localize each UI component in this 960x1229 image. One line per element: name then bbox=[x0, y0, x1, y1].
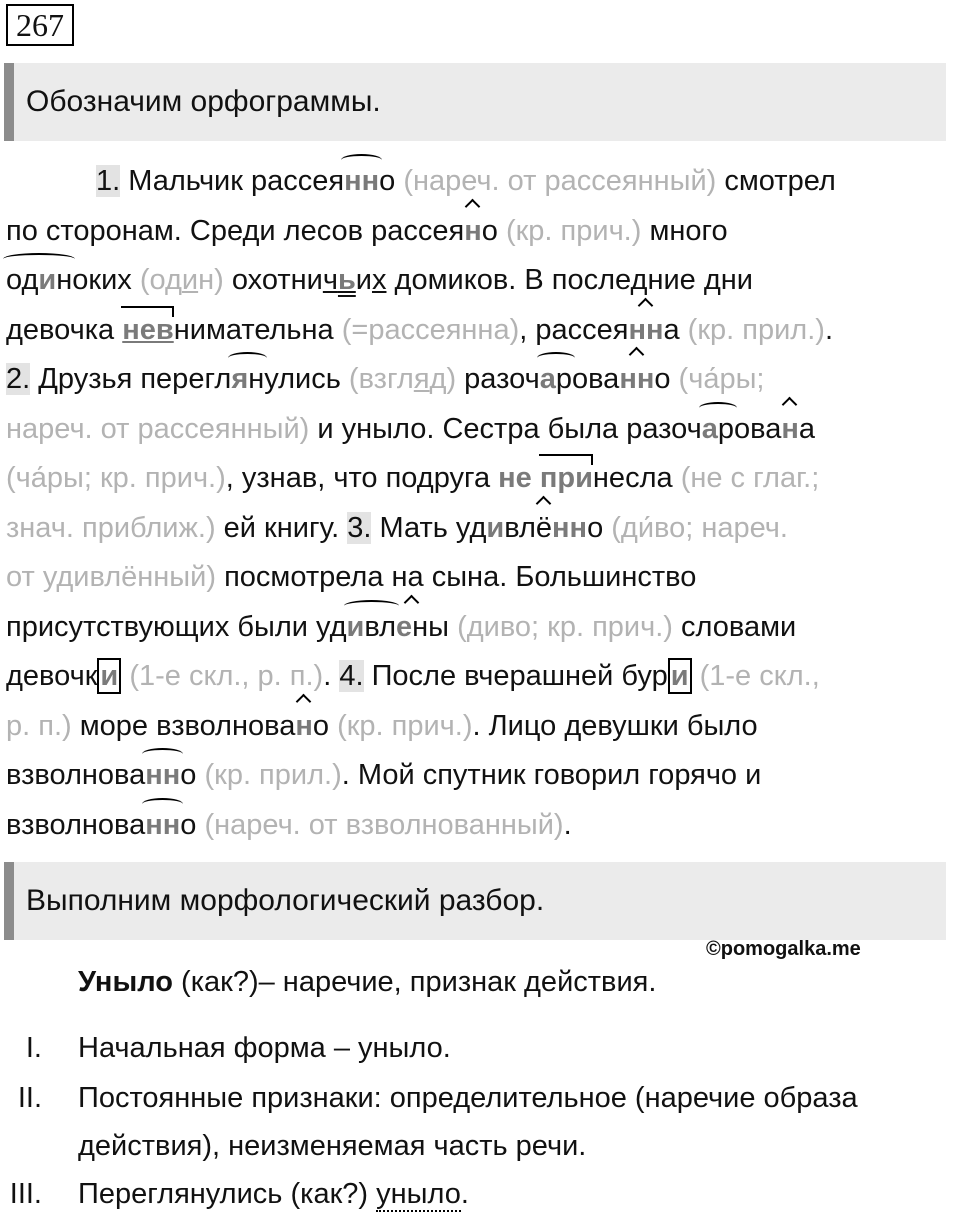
text-line: присутствующих были удивлены (диво; кр. прич.) словами bbox=[6, 603, 956, 653]
analysis-heading bbox=[78, 958, 656, 1006]
watermark: ©pomogalka.me bbox=[706, 938, 861, 960]
text-line: 1. Мальчик рассеянно (нареч. от рассеянный) смотрел bbox=[6, 157, 956, 207]
text-line: (ча́ры; кр. прич.), узнав, что подруга не принесла (не с глаг.; bbox=[6, 454, 956, 504]
analysis-list bbox=[0, 1024, 960, 1218]
analysis-item: II. Постоянные признаки: определительное (наречие образа действия), неизменяемая часть речи. bbox=[17, 1082, 858, 1162]
analysis-heading-rest: (как?)– наречие, признак действия. bbox=[172, 966, 657, 998]
section-heading-orthograms: Обозначим орфограммы. bbox=[4, 63, 946, 141]
text-line: одиноких (один) охотничьих домиков. В последние дни bbox=[6, 256, 956, 306]
annotated-text bbox=[6, 157, 956, 850]
text-line: взволнованно (нареч. от взволнованный). bbox=[6, 801, 956, 851]
text-line: нареч. от рассеянный) и уныло. Сестра была разочарована bbox=[6, 405, 956, 455]
text-line: девочка невнимательна (=рассеянна), рассеянна (кр. прил.). bbox=[6, 306, 956, 356]
text-line: знач. приближ.) ей книгу. 3. Мать удивлённо (ди́во; нареч. bbox=[6, 504, 956, 554]
analysis-word: Уныло bbox=[78, 966, 173, 998]
text-line: девочк и (1-е скл., р. п.). 4. После вчерашней бур и (1-е скл., bbox=[6, 660, 820, 692]
task-number: 267 bbox=[6, 4, 74, 46]
text-line: 2. Друзья переглянулись (взгляд) разочарованно (ча́ры; bbox=[6, 355, 956, 405]
text-line: р. п.) море взволновано (кр. прич.). Лицо девушки было bbox=[6, 702, 956, 752]
analysis-item: I. Начальная форма – уныло. bbox=[25, 1032, 451, 1064]
section-heading-morphology: Выполним морфологический разбор. bbox=[4, 862, 946, 940]
analysis-item: III. Переглянулись (как?) уныло. bbox=[9, 1178, 469, 1210]
text-line: взволнованно (кр. прил.). Мой спутник говорил горячо и bbox=[6, 751, 956, 801]
text-line: по сторонам. Среди лесов рассеяно (кр. прич.) много bbox=[6, 207, 956, 257]
text-line: от удивлённый) посмотрела на сына. Большинство bbox=[6, 561, 697, 593]
underlined-adverb: уныло bbox=[376, 1178, 461, 1210]
